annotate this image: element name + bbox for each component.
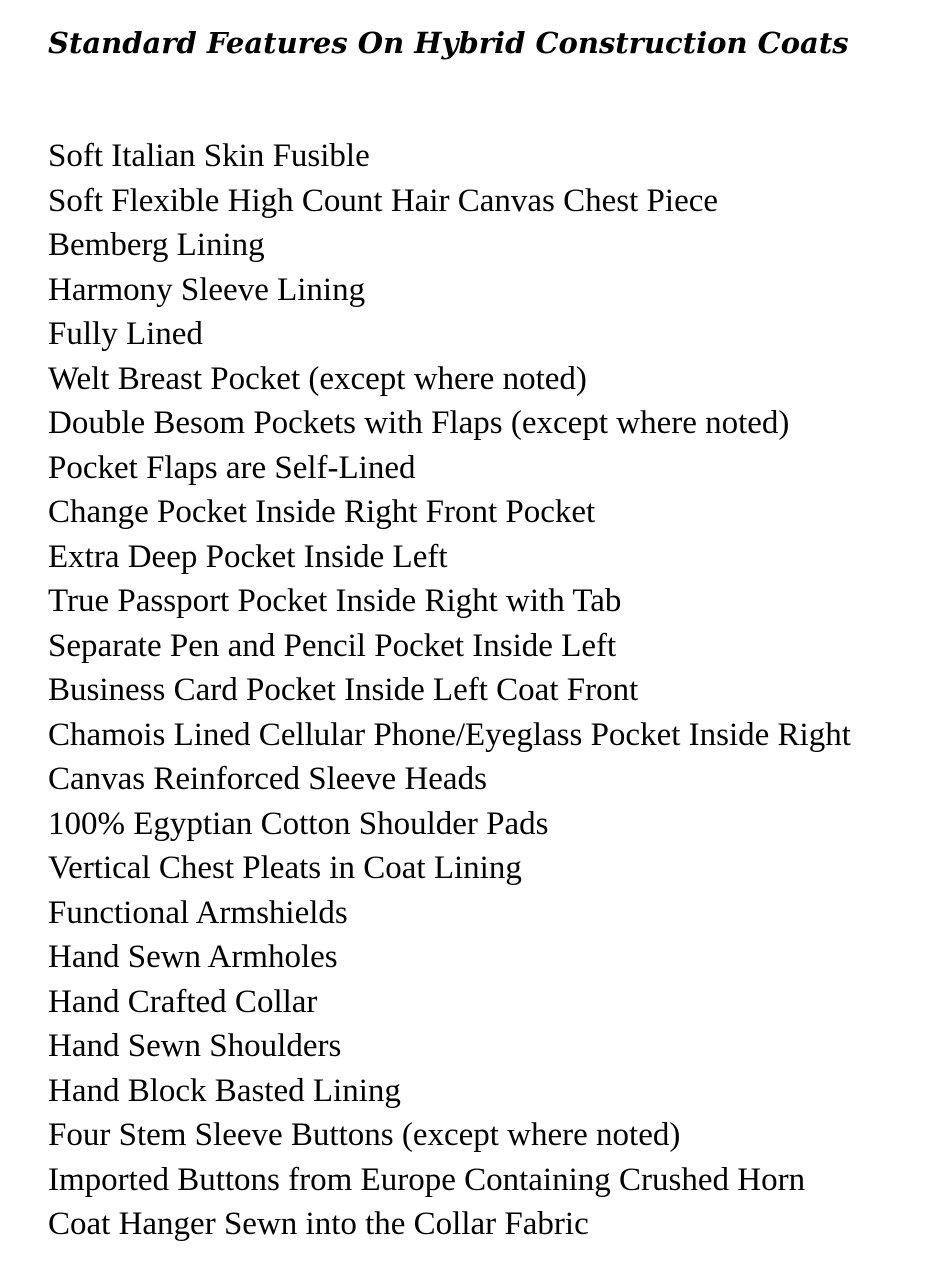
feature-item: Welt Breast Pocket (except where noted) [48, 360, 587, 397]
feature-item: Fully Lined [48, 316, 203, 352]
feature-item: Business Card Pocket Inside Left Coat Front [48, 672, 639, 708]
feature-item: Four Stem Sleeve Buttons (except where noted) [48, 1117, 681, 1153]
feature-item: Hand Sewn Armholes [48, 939, 338, 975]
feature-item: True Passport Pocket Inside Right with Tab [48, 583, 622, 619]
feature-item: Extra Deep Pocket Inside Left [48, 538, 448, 575]
feature-item: Pocket Flaps are Self-Lined [48, 449, 416, 486]
feature-item: Harmony Sleeve Lining [48, 271, 366, 308]
feature-item: Hand Crafted Collar [48, 983, 318, 1020]
feature-item: Bemberg Lining [48, 227, 265, 263]
document-title: Standard Features On Hybrid Construction Coats [48, 26, 849, 60]
feature-item: Soft Italian Skin Fusible [48, 138, 370, 174]
feature-item: Vertical Chest Pleats in Coat Lining [48, 850, 522, 886]
feature-item: Chamois Lined Cellular Phone/Eyeglass Pocket Inside Right [48, 716, 851, 753]
feature-item: Functional Armshields [48, 894, 348, 931]
feature-list [48, 134, 851, 1247]
feature-item: Separate Pen and Pencil Pocket Inside Left [48, 627, 617, 664]
feature-item: 100% Egyptian Cotton Shoulder Pads [48, 805, 549, 842]
feature-item: Hand Sewn Shoulders [48, 1028, 342, 1064]
feature-item: Canvas Reinforced Sleeve Heads [48, 761, 487, 797]
feature-item: Coat Hanger Sewn into the Collar Fabric [48, 1206, 589, 1242]
feature-item: Double Besom Pockets with Flaps (except where noted) [48, 405, 790, 441]
feature-item: Soft Flexible High Count Hair Canvas Chest Piece [48, 182, 719, 219]
feature-item: Imported Buttons from Europe Containing Crushed Horn [48, 1161, 806, 1198]
feature-item: Hand Block Basted Lining [48, 1072, 401, 1109]
feature-item: Change Pocket Inside Right Front Pocket [48, 494, 596, 530]
